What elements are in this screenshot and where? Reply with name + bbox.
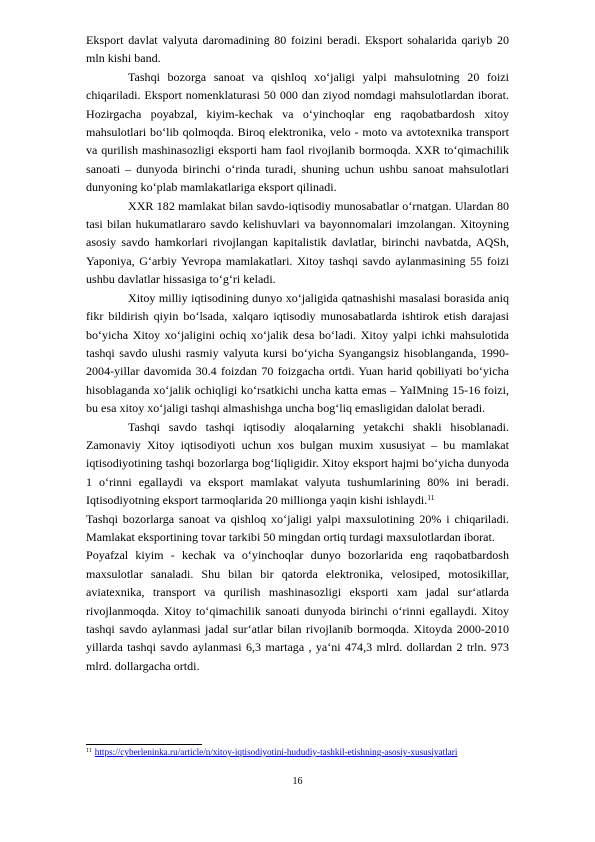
footnote-divider — [86, 744, 202, 745]
paragraph-1: Eksport davlat valyuta daromadining 80 foizini beradi. Eksport sohalarida qariyb 20 mln kishi band. — [86, 33, 509, 66]
footnote-number: 11 — [86, 748, 92, 754]
paragraph-3: XXR 182 mamlakat bilan savdo-iqtisodiy munosabatlar o‘rnatgan. Ulardan 80 tasi bilan hukumatlararo savdo kelishuvlari va bayonnomalari imzolangan. Xitoyning asosiy savdo hamkorlari rivojlangan kapitalistik davlatlar, birinchi navbatda, AQSh, Yaponiya, G‘arbiy Yevropa mamlakatlari. Xitoy tashqi savdo aylanmasining 55 foizi ushbu davlatlar hissasiga to‘g‘ri keladi. — [86, 198, 509, 287]
page-number: 16 — [292, 776, 303, 787]
footnote-reference[interactable]: 11 — [427, 493, 435, 503]
paragraph-5 — [86, 418, 509, 510]
document-body — [86, 31, 509, 675]
paragraph-6: Tashqi bozorlarga sanoat va qishloq xo‘jaligi yalpi maxsulotining 20% i chiqariladi. Mamlakat eksportining tovar tarkibi 50 mingdan ortiq turdagi maxsulotlardan iborat. — [86, 511, 509, 544]
paragraph-4: Xitoy milliy iqtisodining dunyo xo‘jaligida qatnashishi masalasi borasida aniq fikr bildirish qiyin bo‘lsada, xalqaro iqtisodiy munosabatlarda ishtirok etish darajasi bo‘yicha Xitoy xo‘jaligini ochiq xo‘jalik desa bo‘ladi. Xitoy yalpi ichki mahsulotida tashqi savdo ulushi rasmiy valyuta kursi bo‘yicha Syangangsiz hisoblanganda, 1990-2004-yillar davomida 30.4 foizdan 70 foizgacha ortdi. Yuan harid qobiliyati bo‘yicha hisoblaganda xo‘jalik ochiqligi ko‘rsatkichi uncha katta emas – YaIMning 15-16 foizi, bu esa xitoy xo‘jaligi tashqi almashishga uncha bog‘liq emasligidan dalolat beradi. — [86, 290, 509, 416]
paragraph-7: Poyafzal kiyim - kechak va o‘yinchoqlar dunyo bozorlarida eng raqobatbardosh maxsulotlar sanaladi. Shu bilan bir qatorda elektronika, velosiped, motosikillar, aviatexnika, transport va qurilish mashinasozligi eksporti xam jadal sur‘atlarda rivojlanmoqda. Xitoy to‘qimachilik sanoati dunyoda birinchi o‘rinni egallaydi. Xitoy tashqi savdo aylanmasi jadal sur‘atlar bilan rivojlanib bormoqda. Xitoyda 2000-2010 yillarda tashqi savdo aylanmasi 6,3 martaga , ya‘ni 474,3 mlrd. dollardan 2 trln. 973 mlrd. dollargacha ortdi. — [86, 548, 509, 673]
paragraph-5-text: Tashqi savdo tashqi iqtisodiy aloqalarning yetakchi shakli hisoblanadi. Zamonaviy Xitoy iqtisodiyoti uchun xos bulgan muxim xususiyat – bu mamlakat iqtisodiyotining tashqi bozorlarga bog‘liqligidir. Xitoy eksport hajmi bo‘yicha dunyoda 1 o‘rinni egallaydi va eksport mamlakat valyuta tushumlarining 80% ini beradi. Iqtisodiyotning eksport tarmoqlarida 20 millionga yaqin kishi ishlaydi. — [86, 419, 509, 508]
paragraph-2: Tashqi bozorga sanoat va qishloq xo‘jaligi yalpi mahsulotning 20 foizi chiqariladi. Eksport nomenklaturasi 50 000 dan ziyod nomdagi mahsulotlardan iborat. Hozirgacha poyabzal, kiyim-kechak va o‘yinchoqlar eng raqobatbardosh xitoy mahsulotlari bo‘lib qolmoqda. Biroq elektronika, velo - moto va avtotexnika transport va qurilish mashinasozligi eksporti ham faol rivojlanib bormoqda. XXR to‘qimachilik sanoati – dunyoda birinchi o‘rinda turadi, shuning uchun ushbu sanoat mahsulotlari dunyoning ko‘plab mamlakatlariga eksport qilinadi. — [86, 69, 509, 195]
footnote — [86, 747, 509, 758]
footnote-link[interactable]: https://cyberleninka.ru/article/n/xitoy-iqtisodiyotini-hududiy-tashkil-etishning-asosiy-xususiyatlari — [94, 747, 458, 757]
